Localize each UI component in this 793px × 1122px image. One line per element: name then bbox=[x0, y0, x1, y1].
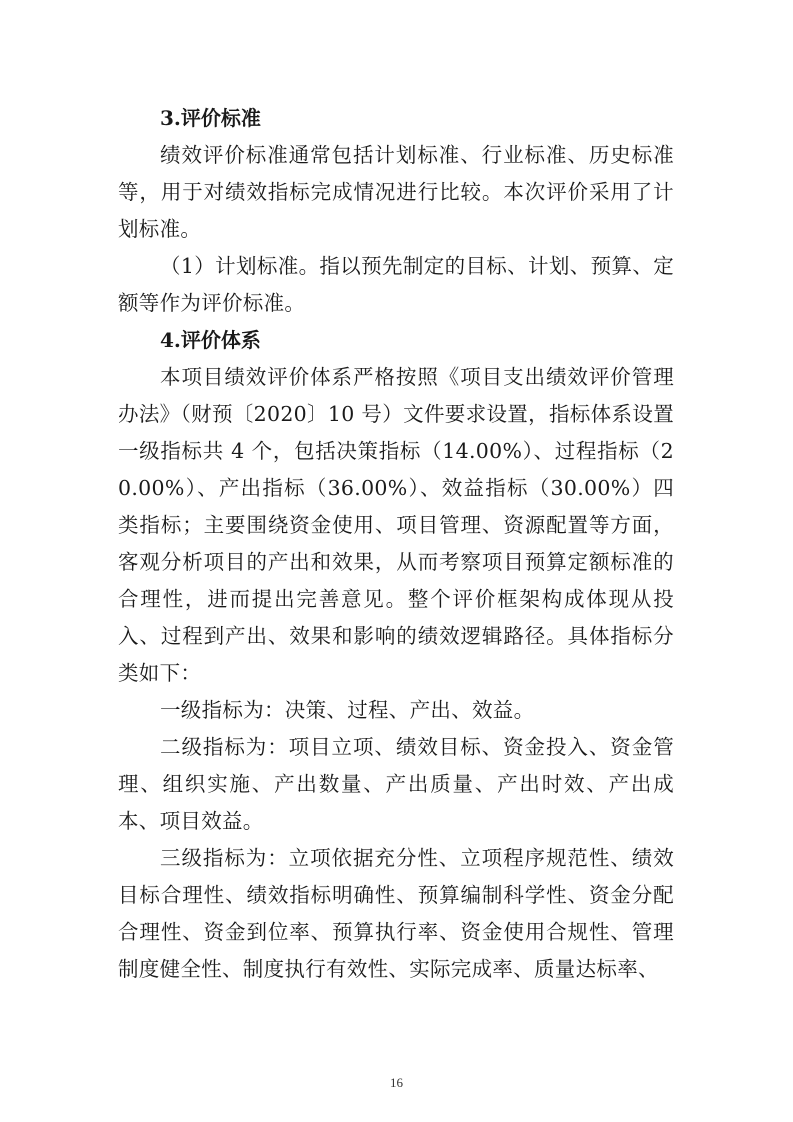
paragraph-plan-standard: （1）计划标准。指以预先制定的目标、计划、预算、定额等作为评价标准。 bbox=[118, 254, 674, 315]
section-heading-evaluation-standard: 3.评价标准 bbox=[160, 106, 261, 130]
paragraph-system-intro: 本项目绩效评价体系严格按照《项目支出绩效评价管理办法》（财预〔2020〕10 号）文件要求设置，指标体系设置一级指标共 4 个，包括决策指标（14.00%）、过程指标（20.00%）、产出指标（36.00%）、效益指标（30.00%）四类指标；主要围绕资金使用、项目管理、资源配置等方面，客观分析项目的产出和效果，从而考察项目预算定额标准的合理性，进而提出完善意见。整个评价框架构成体现从投入、过程到产出、效果和影响的绩效逻辑路径。具体指标分类如下： bbox=[118, 365, 674, 685]
paragraph-standard-intro: 绩效评价标准通常包括计划标准、行业标准、历史标准等，用于对绩效指标完成情况进行比较。本次评价采用了计划标准。 bbox=[118, 143, 674, 241]
paragraph-level2-indicators: 二级指标为：项目立项、绩效目标、资金投入、资金管理、组织实施、产出数量、产出质量、产出时效、产出成本、项目效益。 bbox=[118, 735, 674, 833]
paragraph-level3-indicators: 三级指标为：立项依据充分性、立项程序规范性、绩效目标合理性、绩效指标明确性、预算编制科学性、资金分配合理性、资金到位率、预算执行率、资金使用合规性、管理制度健全性、制度执行有效性、实际完成率、质量达标率、 bbox=[118, 846, 674, 981]
paragraph-level1-indicators: 一级指标为：决策、过程、产出、效益。 bbox=[160, 698, 535, 722]
section-heading-evaluation-system: 4.评价体系 bbox=[160, 328, 261, 352]
page-body bbox=[118, 100, 674, 988]
page-number: 16 bbox=[390, 1075, 403, 1090]
